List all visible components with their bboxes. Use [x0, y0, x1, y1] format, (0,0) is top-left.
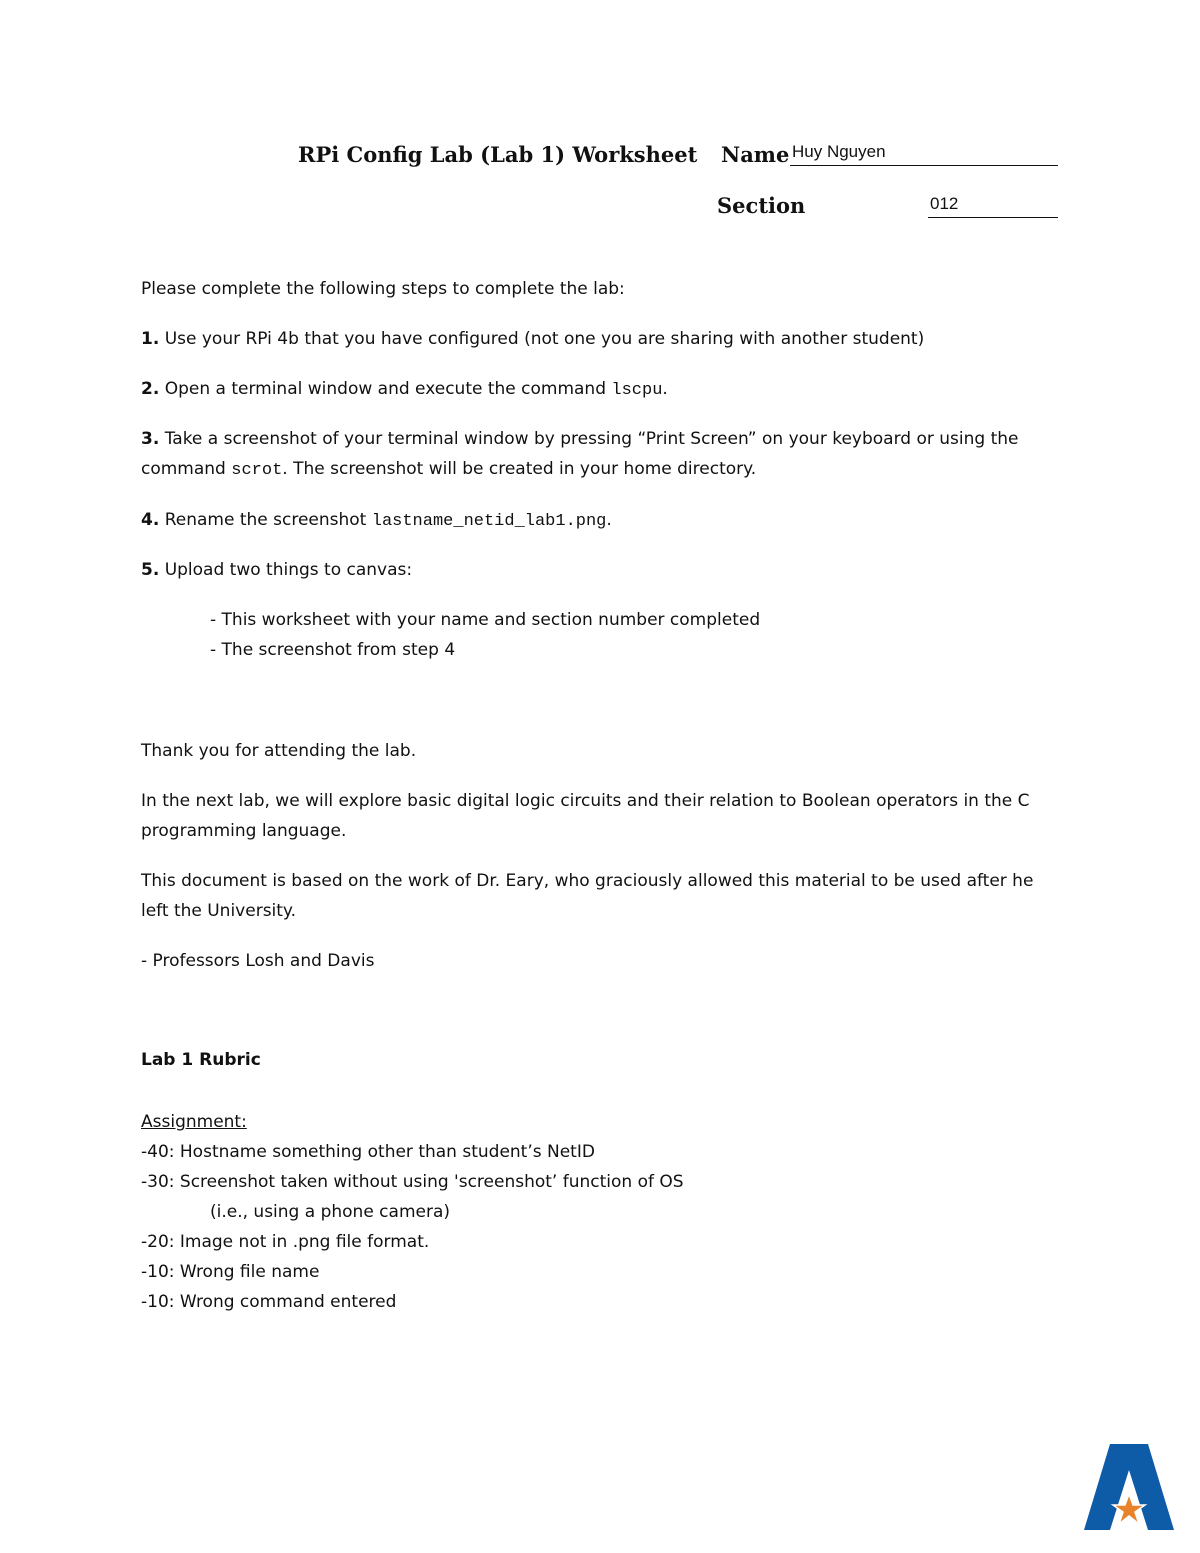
rubric-item: -10: Wrong file name	[141, 1262, 320, 1282]
filename-code: lastname_netid_lab1.png	[371, 512, 607, 531]
step-2	[141, 374, 668, 406]
thanks-text: Thank you for attending the lab.	[141, 741, 417, 761]
command-code: lscpu	[611, 381, 663, 400]
step-number: 3.	[141, 429, 160, 449]
next-lab-text: programming language.	[141, 821, 347, 841]
section-value: 012	[930, 194, 959, 213]
step-number: 2.	[141, 379, 160, 399]
upload-item: - The screenshot from step 4	[210, 640, 456, 660]
section-label: Section	[717, 193, 806, 218]
uta-a-star-logo-icon	[1084, 1444, 1174, 1530]
step-text-end: . The screenshot will be created in your home directory.	[282, 459, 757, 479]
rubric-item: -30: Screenshot taken without using 'screenshot’ function of OS	[141, 1172, 684, 1192]
step-text: Upload two things to canvas:	[159, 560, 413, 580]
section-field[interactable]	[928, 195, 1058, 218]
step-4	[141, 505, 612, 537]
step-text: Open a terminal window and execute the command	[159, 379, 612, 399]
step-text: command	[141, 459, 232, 479]
upload-item: - This worksheet with your name and section number completed	[210, 610, 761, 630]
rubric-item: -10: Wrong command entered	[141, 1292, 397, 1312]
step-text-end: .	[606, 510, 612, 530]
step-1	[141, 324, 924, 354]
rubric-heading: Lab 1 Rubric	[141, 1050, 261, 1070]
step-text: Rename the screenshot	[159, 510, 372, 530]
signature: - Professors Losh and Davis	[141, 951, 375, 971]
step-number: 5.	[141, 560, 160, 580]
step-text-end: .	[662, 379, 668, 399]
intro-text: Please complete the following steps to complete the lab:	[141, 279, 625, 299]
worksheet-title: RPi Config Lab (Lab 1) Worksheet	[298, 142, 698, 167]
rubric-item-note: (i.e., using a phone camera)	[210, 1202, 451, 1222]
step-text: Use your RPi 4b that you have configured (not one you are sharing with another student)	[159, 329, 925, 349]
name-label: Name	[721, 142, 790, 167]
command-code: scrot	[231, 461, 283, 480]
rubric-item: -40: Hostname something other than student’s NetID	[141, 1142, 595, 1162]
step-3-line-1	[141, 424, 1019, 454]
rubric-item: -20: Image not in .png file format.	[141, 1232, 430, 1252]
attribution-text: left the University.	[141, 901, 296, 921]
next-lab-text: In the next lab, we will explore basic digital logic circuits and their relation to Boolean operators in the C	[141, 791, 1030, 811]
attribution-text: This document is based on the work of Dr. Eary, who graciously allowed this material to be used after he	[141, 871, 1034, 891]
name-field[interactable]	[790, 143, 1058, 166]
step-3-line-2	[141, 454, 756, 486]
step-number: 4.	[141, 510, 160, 530]
name-value: Huy Nguyen	[792, 142, 886, 161]
step-number: 1.	[141, 329, 160, 349]
step-5	[141, 555, 412, 585]
rubric-subheading: Assignment:	[141, 1112, 247, 1132]
step-text: Take a screenshot of your terminal window by pressing “Print Screen” on your keyboard or using the	[159, 429, 1019, 449]
